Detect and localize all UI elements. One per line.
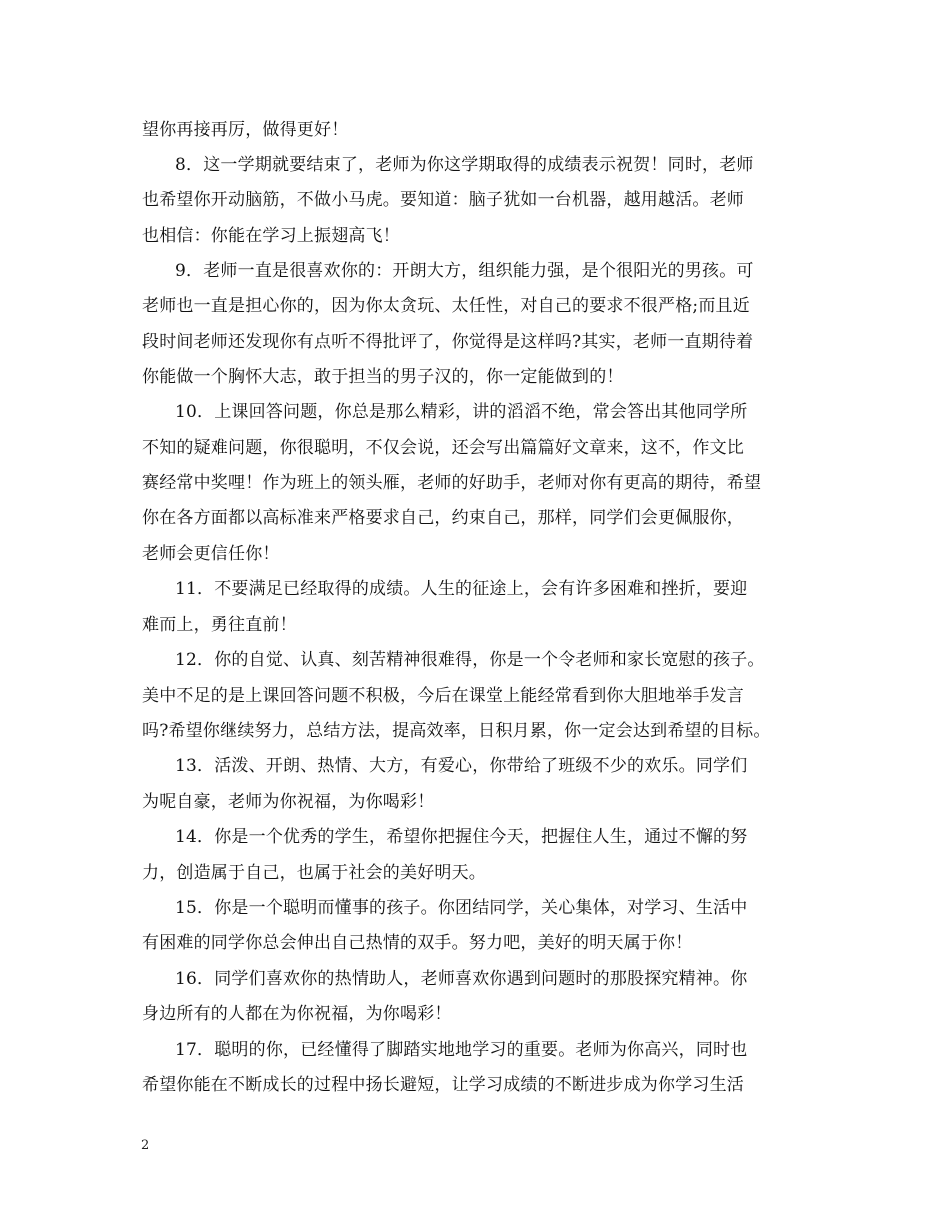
text-line: 有困难的同学你总会伸出自己热情的双手。努力吧，美好的明天属于你！	[142, 933, 693, 953]
text-line: 难而上，勇往直前！	[142, 615, 297, 635]
text-line: 14．你是一个优秀的学生，希望你把握住今天，把握住人生，通过不懈的努	[175, 827, 748, 847]
text-line: 老师会更信任你！	[142, 544, 280, 564]
text-line: 不知的疑难问题，你很聪明，不仅会说，还会写出篇篇好文章来，这不，作文比	[142, 438, 744, 458]
text-line: 12．你的自觉、认真、刻苦精神很难得，你是一个令老师和家长宽慰的孩子。	[175, 650, 765, 670]
text-line: 力，创造属于自己，也属于社会的美好明天。	[142, 863, 486, 883]
text-line: 10．上课回答问题，你总是那么精彩，讲的滔滔不绝，常会答出其他同学所	[175, 402, 748, 422]
text-line: 美中不足的是上课回答问题不积极，今后在课堂上能经常看到你大胆地举手发言	[142, 686, 744, 706]
text-line: 希望你能在不断成长的过程中扬长避短，让学习成绩的不断进步成为你学习生活	[142, 1075, 744, 1095]
text-line: 也相信：你能在学习上振翅高飞！	[142, 226, 400, 246]
text-line: 段时间老师还发现你有点听不得批评了，你觉得是这样吗?其实，老师一直期待着	[142, 332, 754, 352]
text-line: 你能做一个胸怀大志，敢于担当的男子汉的，你一定能做到的！	[142, 367, 624, 387]
text-line: 为呢自豪，老师为你祝福，为你喝彩！	[142, 792, 435, 812]
page-number: 2	[141, 1138, 150, 1153]
text-line: 老师也一直是担心你的，因为你太贪玩、太任性，对自己的要求不很严格;而且近	[142, 296, 750, 316]
text-line: 13．活泼、开朗、热情、大方，有爱心，你带给了班级不少的欢乐。同学们	[175, 756, 748, 776]
text-line: 8．这一学期就要结束了，老师为你这学期取得的成绩表示祝贺！同时，老师	[175, 155, 754, 175]
text-line: 16．同学们喜欢你的热情助人，老师喜欢你遇到问题时的那股探究精神。你	[175, 969, 748, 989]
text-line: 15．你是一个聪明而懂事的孩子。你团结同学，关心集体，对学习、生活中	[175, 898, 748, 918]
text-line: 9．老师一直是很喜欢你的：开朗大方，组织能力强，是个很阳光的男孩。可	[175, 261, 754, 281]
text-line: 也希望你开动脑筋，不做小马虎。要知道：脑子犹如一台机器，越用越活。老师	[142, 190, 744, 210]
text-line: 11．不要满足已经取得的成绩。人生的征途上，会有许多困难和挫折，要迎	[175, 579, 748, 599]
text-line: 身边所有的人都在为你祝福，为你喝彩！	[142, 1004, 452, 1024]
text-line: 赛经常中奖哩！作为班上的领头雁，老师的好助手，老师对你有更高的期待，希望	[142, 473, 762, 493]
text-line: 你在各方面都以高标准来严格要求自己，约束自己，那样，同学们会更佩服你，	[142, 508, 744, 528]
text-line: 吗?希望你继续努力，总结方法，提高效率，日积月累，你一定会达到希望的目标。	[142, 721, 771, 741]
text-line: 17．聪明的你，已经懂得了脚踏实地地学习的重要。老师为你高兴，同时也	[175, 1040, 748, 1060]
text-line: 望你再接再厉，做得更好！	[142, 120, 349, 140]
